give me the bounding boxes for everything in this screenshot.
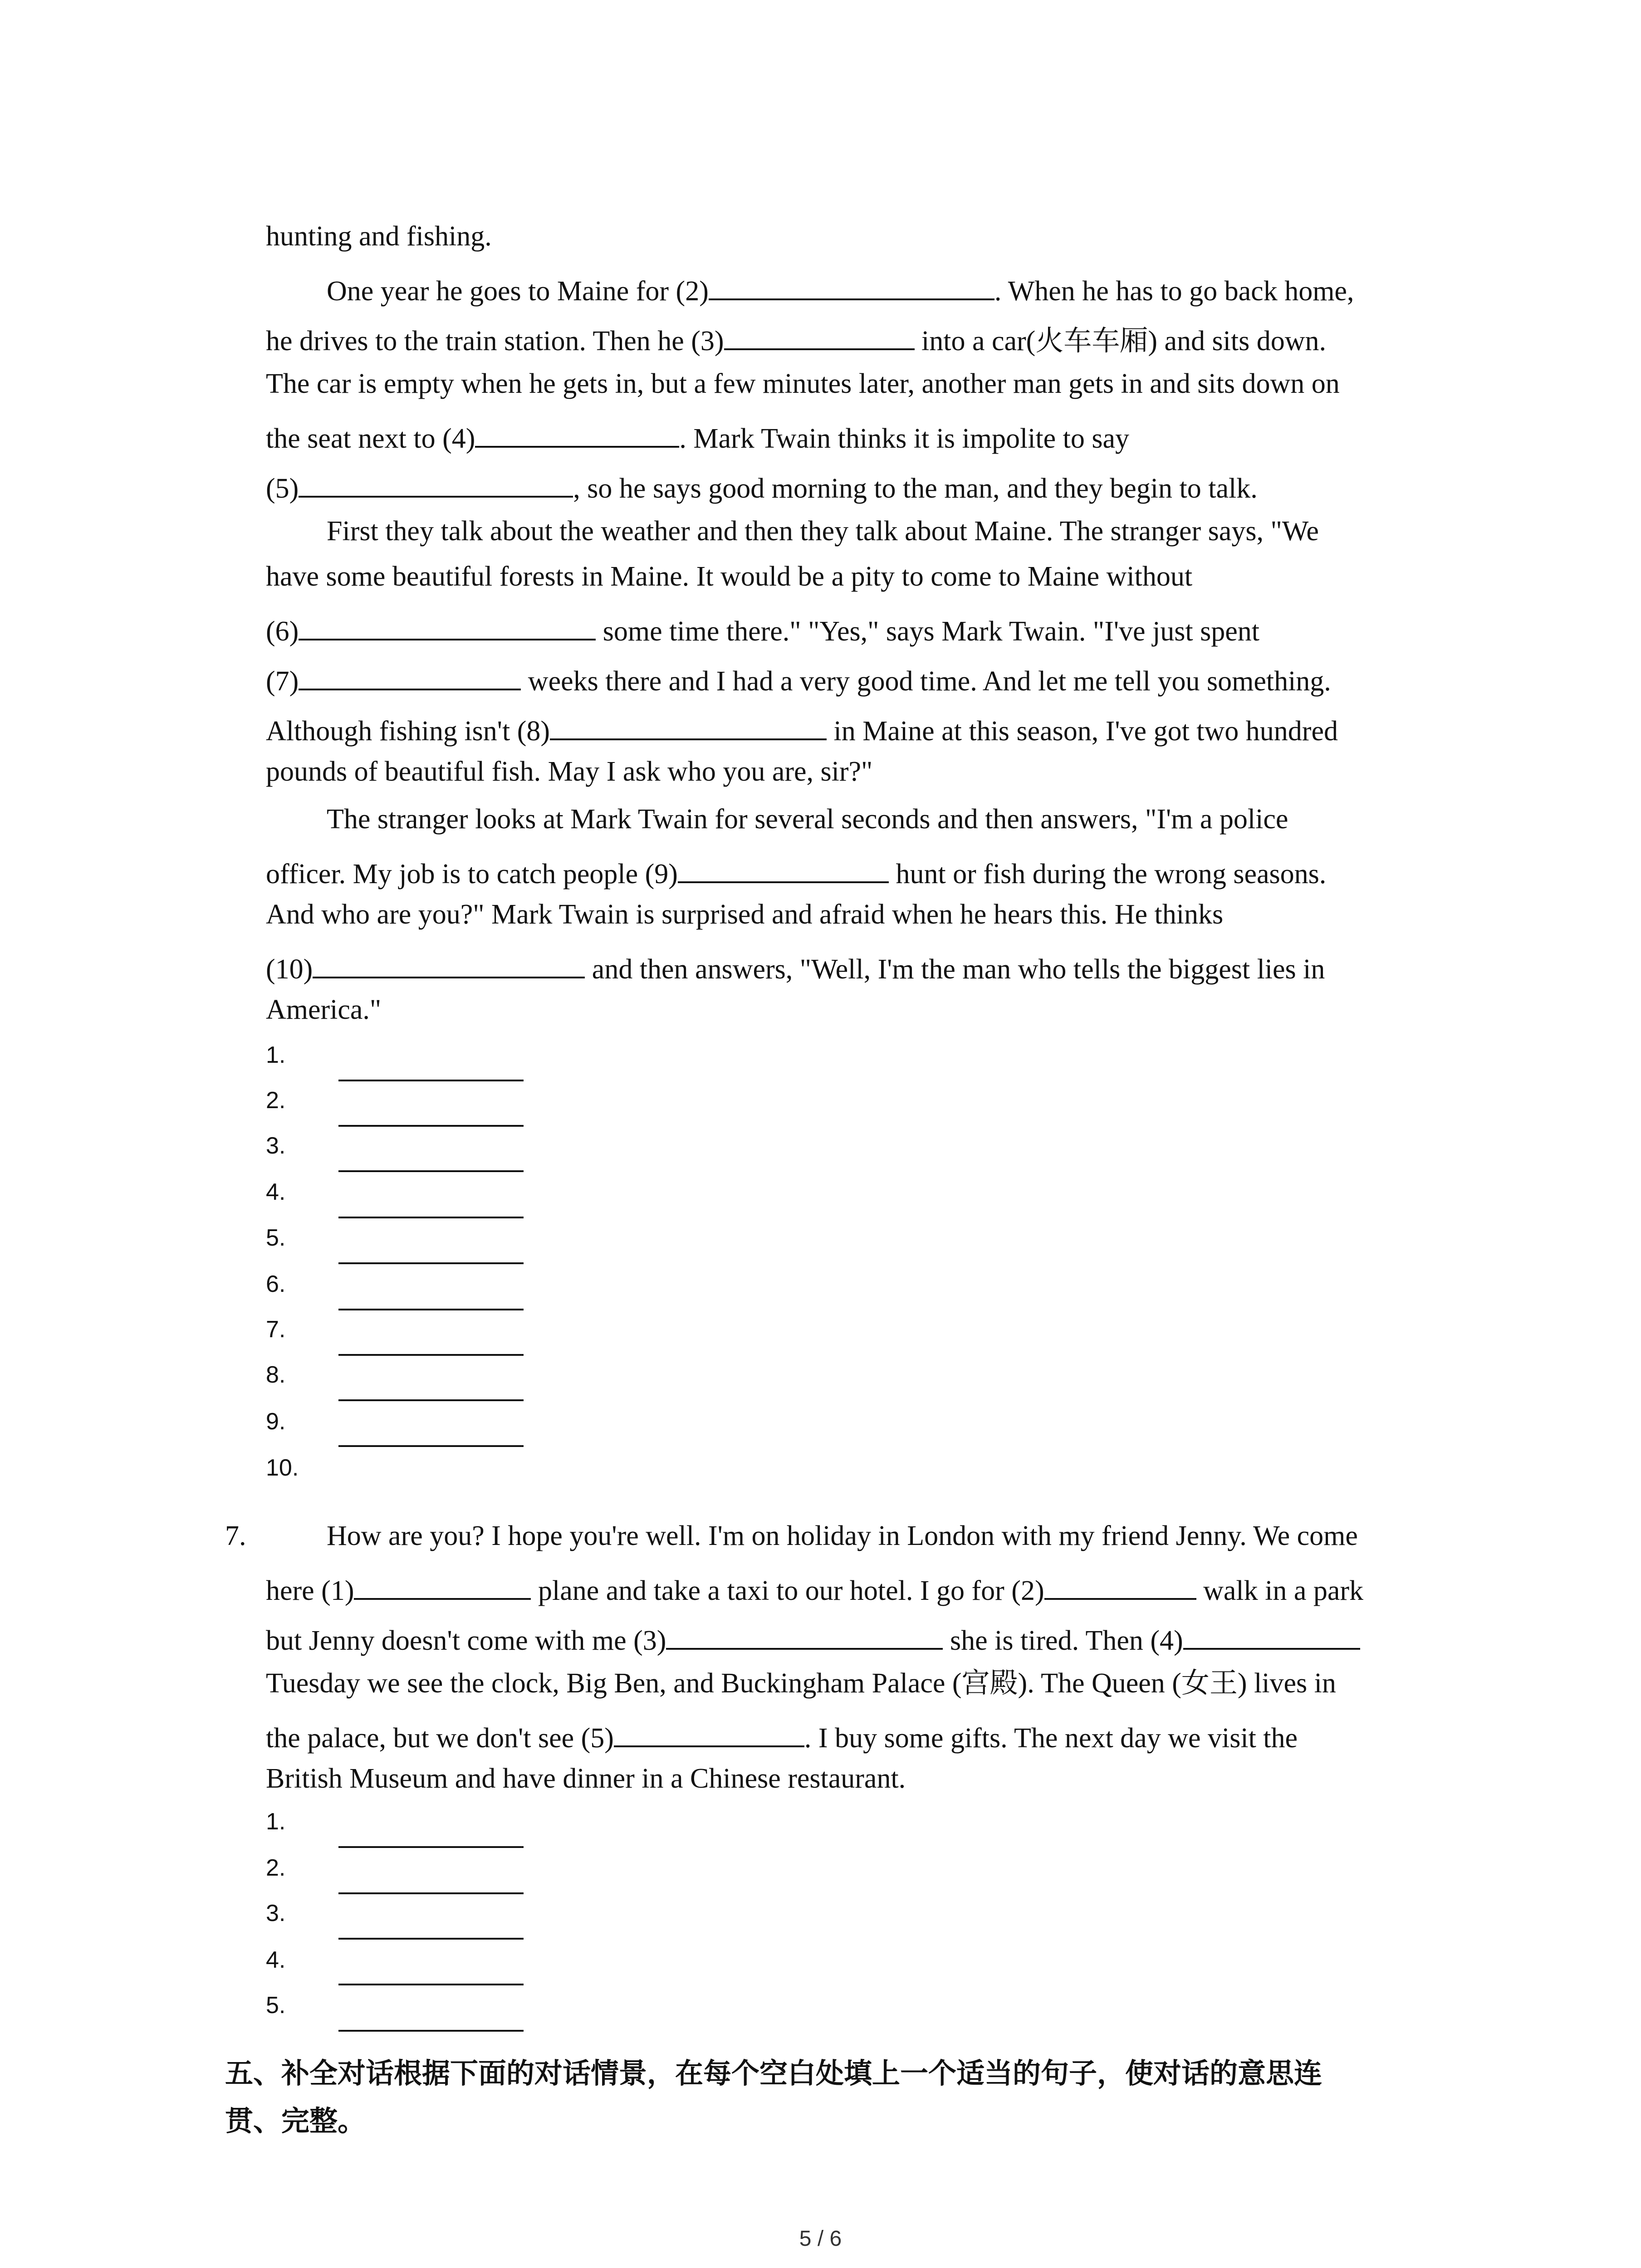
passage6-line: hunting and fishing. [266,221,492,252]
answer-label: 9. [266,1408,286,1435]
passage6-line: And who are you?" Mark Twain is surprised and afraid when he hears this. He thinks [266,899,1224,930]
question-number: 7. [225,1520,246,1551]
answer-label: 7. [266,1316,286,1343]
passage6-line: (5) , so he says good morning to the man, and they begin to talk. [266,469,1258,503]
passage6-line: have some beautiful forests in Maine. It would be a pity to come to Maine without [266,561,1193,592]
passage6-line: The car is empty when he gets in, but a few minutes later, another man gets in and sits down on [266,368,1340,399]
passage6-line: (7) weeks there and I had a very good time. And let me tell you something. [266,662,1331,695]
passage7-line: the palace, but we don't see (5) . I buy some gifts. The next day we visit the [266,1719,1298,1752]
passage7-line: but Jenny doesn't come with me (3) she is tired. Then (4) [266,1622,1360,1655]
answer-line[interactable] [338,1170,524,1172]
answer-label: 4. [266,1947,286,1973]
passage7-line: here (1) plane and take a taxi to our hotel. I go for (2) walk in a park [266,1572,1363,1605]
answer-label: 2. [266,1855,286,1881]
blank-3[interactable] [724,322,915,350]
blank-4[interactable] [475,420,679,448]
blank-p7-5[interactable] [614,1719,804,1747]
blank-9[interactable] [678,855,889,883]
answer-label: 3. [266,1133,286,1159]
blank-p7-1[interactable] [354,1572,531,1600]
passage6-line: officer. My job is to catch people (9) hunt or fish during the wrong seasons. [266,855,1326,888]
passage6-line: America." [266,994,382,1025]
passage6-line: Although fishing isn't (8) in Maine at this season, I've got two hundred [266,712,1338,745]
answer-label: 5. [266,1225,286,1251]
answer-line[interactable] [338,1445,524,1447]
blank-7[interactable] [299,662,521,690]
answer-label: 2. [266,1087,286,1114]
blank-10[interactable] [313,950,585,978]
answer-line[interactable] [338,1399,524,1401]
answer-line[interactable] [338,1892,524,1894]
answer-line[interactable] [338,1262,524,1264]
page-number: 5 / 6 [799,2227,842,2251]
blank-6[interactable] [299,612,596,640]
passage6-line: pounds of beautiful fish. May I ask who you are, sir?" [266,756,873,787]
answer-line[interactable] [338,1938,524,1940]
passage6-line: he drives to the train station. Then he (3) into a car(火车车厢) and sits down. [266,322,1326,355]
blank-2[interactable] [709,272,994,300]
answer-line[interactable] [338,1354,524,1356]
passage6-line: First they talk about the weather and then they talk about Maine. The stranger says, "We [327,516,1319,547]
passage6-line: One year he goes to Maine for (2) . When he has to go back home, [327,272,1354,305]
section-heading: 五、补全对话根据下面的对话情景，在每个空白处填上一个适当的句子，使对话的意思连 [225,2057,1323,2090]
passage7-line: Tuesday we see the clock, Big Ben, and Buckingham Palace (宫殿). The Queen (女王) lives in [266,1668,1336,1699]
answer-label: 1. [266,1809,286,1835]
answer-label: 4. [266,1179,286,1205]
passage6-line: the seat next to (4) . Mark Twain thinks it is impolite to say [266,420,1129,453]
answer-label: 5. [266,1992,286,2019]
blank-p7-4[interactable] [1183,1622,1360,1650]
answer-line[interactable] [338,1984,524,1985]
answer-label: 8. [266,1362,286,1388]
blank-p7-2[interactable] [1044,1572,1196,1600]
answer-line[interactable] [338,1217,524,1218]
blank-p7-3[interactable] [666,1622,943,1650]
answer-label: 3. [266,1900,286,1926]
answer-label: 10. [266,1455,299,1481]
answer-line[interactable] [338,1846,524,1848]
answer-label: 1. [266,1042,286,1068]
blank-5[interactable] [299,469,573,498]
blank-8[interactable] [550,712,827,740]
answer-label: 6. [266,1271,286,1297]
answer-line[interactable] [338,1309,524,1310]
passage7-line: British Museum and have dinner in a Chinese restaurant. [266,1763,906,1794]
answer-line[interactable] [338,1125,524,1127]
answer-line[interactable] [338,1080,524,1081]
passage6-line: The stranger looks at Mark Twain for several seconds and then answers, "I'm a police [327,804,1288,835]
answer-line[interactable] [338,2030,524,2032]
passage6-line: (10) and then answers, "Well, I'm the man who tells the biggest lies in [266,950,1325,983]
passage7-line: How are you? I hope you're well. I'm on holiday in London with my friend Jenny. We come [327,1520,1358,1551]
section-heading: 贯、完整。 [225,2104,366,2137]
passage6-line: (6) some time there." "Yes," says Mark Twain. "I've just spent [266,612,1259,645]
